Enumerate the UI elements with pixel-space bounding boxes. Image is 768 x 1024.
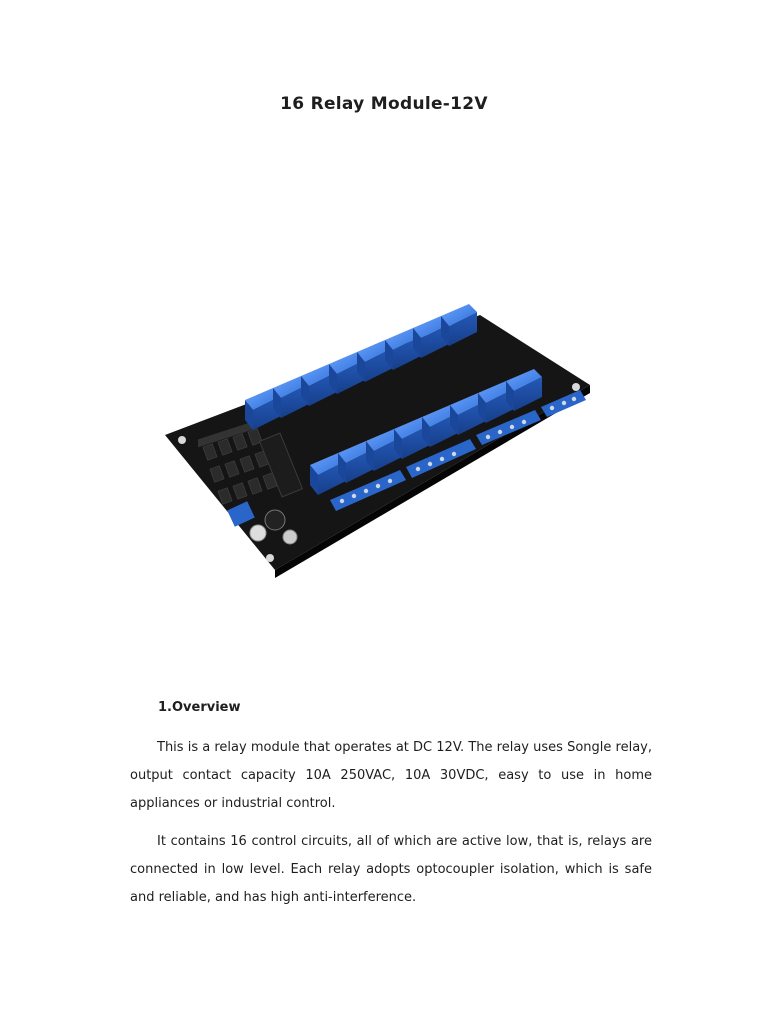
- overview-paragraph-1: This is a relay module that operates at DC 12V. The relay uses Songle relay, output contact capacity 10A 250VAC, 10A 30VDC, easy to use in home appliances or industrial control.: [130, 740, 652, 811]
- section-heading-overview: 1.Overview: [158, 700, 241, 715]
- document-title: 16 Relay Module-12V: [280, 94, 488, 114]
- relay-module-photo: [150, 275, 610, 595]
- overview-paragraph-2: It contains 16 control circuits, all of which are active low, that is, relays are connected in low level. Each relay adopts optocoupler isolation, which is safe and reliable, and has high anti-interference.: [130, 834, 652, 905]
